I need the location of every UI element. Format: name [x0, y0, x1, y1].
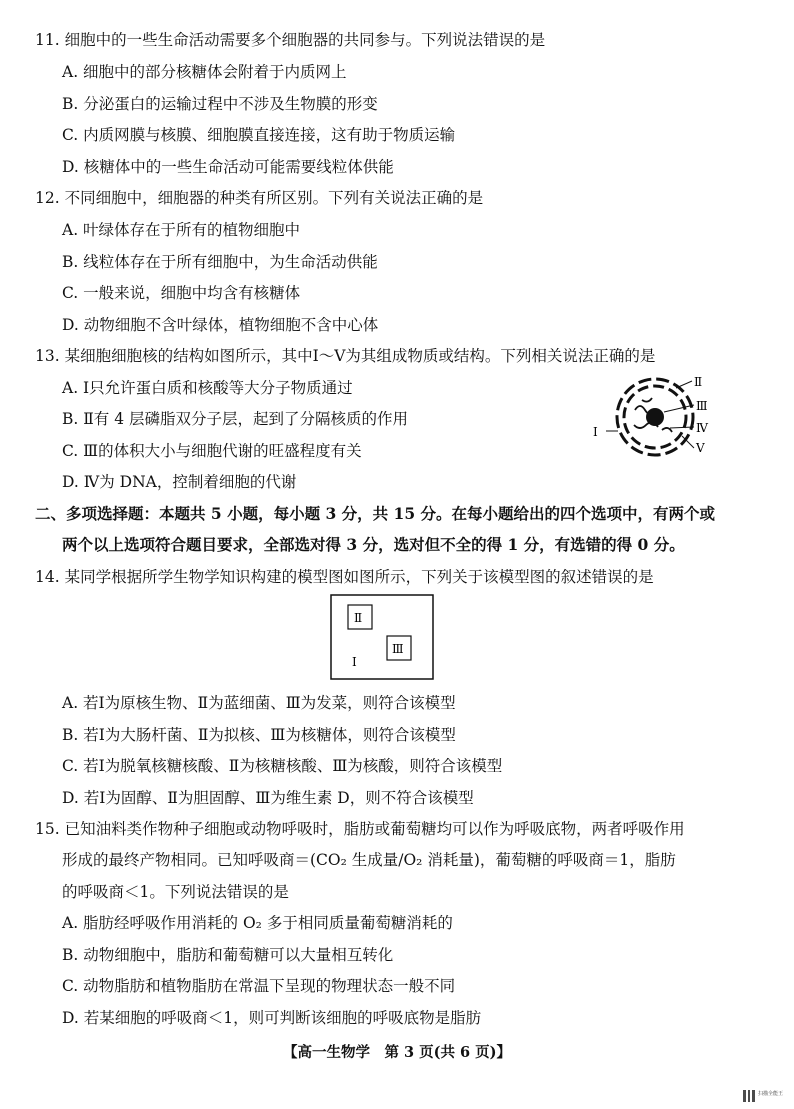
q14-option-b: B. 若Ⅰ为大肠杆菌、Ⅱ为拟核、Ⅲ为核糖体，则符合该模型 — [62, 726, 456, 744]
q14-option-d: D. 若Ⅰ为固醇、Ⅱ为胆固醇、Ⅲ为维生素 D，则不符合该模型 — [62, 789, 474, 807]
q13-option-d: D. Ⅳ为 DNA，控制着细胞的代谢 — [62, 473, 297, 491]
section-2-heading-cont: 两个以上选项符合题目要求，全部选对得 3 分，选对但不全的得 1 分，有选错的得 0 分。 — [62, 535, 685, 554]
q11-option-b: B. 分泌蛋白的运输过程中不涉及生物膜的形变 — [62, 95, 378, 113]
q15-option-c: C. 动物脂肪和植物脂肪在常温下呈现的物理状态一般不同 — [62, 977, 456, 995]
label-IV: Ⅳ — [696, 421, 708, 435]
nucleus-structure-figure — [590, 370, 720, 465]
q12-option-a: A. 叶绿体存在于所有的植物细胞中 — [62, 221, 301, 239]
q15-option-a: A. 脂肪经呼吸作用消耗的 O₂ 多于相同质量葡萄糖消耗的 — [62, 914, 453, 932]
section-2-heading: 二、多项选择题：本题共 5 小题，每小题 3 分，共 15 分。在每小题给出的四个选项中，有两个或 — [35, 504, 716, 523]
q12-option-b: B. 线粒体存在于所有细胞中，为生命活动供能 — [62, 253, 378, 271]
scanner-watermark: 扫描全能王 — [758, 1091, 784, 1097]
q11-option-c: C. 内质网膜与核膜、细胞膜直接连接，这有助于物质运输 — [62, 126, 456, 144]
leader-line-2 — [676, 381, 692, 388]
label-I: Ⅰ — [593, 425, 598, 439]
q13-option-c: C. Ⅲ的体积大小与细胞代谢的旺盛程度有关 — [62, 442, 362, 460]
q13-option-b: B. Ⅱ有 4 层磷脂双分子层，起到了分隔核质的作用 — [62, 410, 408, 428]
model-figure — [330, 594, 434, 680]
q11-option-a: A. 细胞中的部分核糖体会附着于内质网上 — [62, 63, 347, 81]
label-V: Ⅴ — [696, 441, 705, 455]
q15-option-b: B. 动物细胞中，脂肪和葡萄糖可以大量相互转化 — [62, 946, 394, 964]
q13-option-a: A. Ⅰ只允许蛋白质和核酸等大分子物质通过 — [62, 379, 353, 397]
q11-stem: 11. 细胞中的一些生命活动需要多个细胞器的共同参与。下列说法错误的是 — [35, 31, 546, 49]
model-label-I: Ⅰ — [352, 655, 357, 669]
q15-option-d: D. 若某细胞的呼吸商＜1，则可判断该细胞的呼吸底物是脂肪 — [62, 1009, 482, 1027]
q11-option-d: D. 核糖体中的一些生命活动可能需要线粒体供能 — [62, 158, 394, 176]
label-III: Ⅲ — [696, 399, 708, 413]
nucleolus — [646, 408, 664, 426]
q13-stem: 13. 某细胞细胞核的结构如图所示，其中Ⅰ～Ⅴ为其组成物质或结构。下列相关说法正确的是 — [35, 347, 656, 365]
model-label-II: Ⅱ — [354, 611, 363, 625]
q14-option-c: C. 若Ⅰ为脱氧核糖核酸、Ⅱ为核糖核酸、Ⅲ为核酸，则符合该模型 — [62, 757, 503, 775]
outer-box — [331, 595, 433, 679]
page-footer: 【高一生物学 第 3 页(共 6 页)】 — [282, 1044, 512, 1061]
leader-line-3 — [664, 405, 694, 412]
qr-code-icon — [743, 1090, 755, 1102]
q14-option-a: A. 若Ⅰ为原核生物、Ⅱ为蓝细菌、Ⅲ为发菜，则符合该模型 — [62, 694, 456, 712]
q14-stem: 14. 某同学根据所学生物学知识构建的模型图如图所示，下列关于该模型图的叙述错误的是 — [35, 568, 654, 586]
label-II: Ⅱ — [694, 375, 703, 389]
q12-stem: 12. 不同细胞中，细胞器的种类有所区别。下列有关说法正确的是 — [35, 189, 484, 207]
q12-option-d: D. 动物细胞不含叶绿体，植物细胞不含中心体 — [62, 316, 379, 334]
q15-stem-line3: 的呼吸商＜1。下列说法错误的是 — [62, 883, 289, 901]
q15-stem-line1: 15. 已知油料类作物种子细胞或动物呼吸时，脂肪或葡萄糖均可以作为呼吸底物，两者呼吸作用 — [35, 820, 685, 838]
q15-stem-line2: 形成的最终产物相同。已知呼吸商＝(CO₂ 生成量/O₂ 消耗量)，葡萄糖的呼吸商＝1，脂肪 — [62, 851, 676, 869]
q12-option-c: C. 一般来说，细胞中均含有核糖体 — [62, 284, 301, 302]
model-label-III: Ⅲ — [392, 642, 404, 656]
